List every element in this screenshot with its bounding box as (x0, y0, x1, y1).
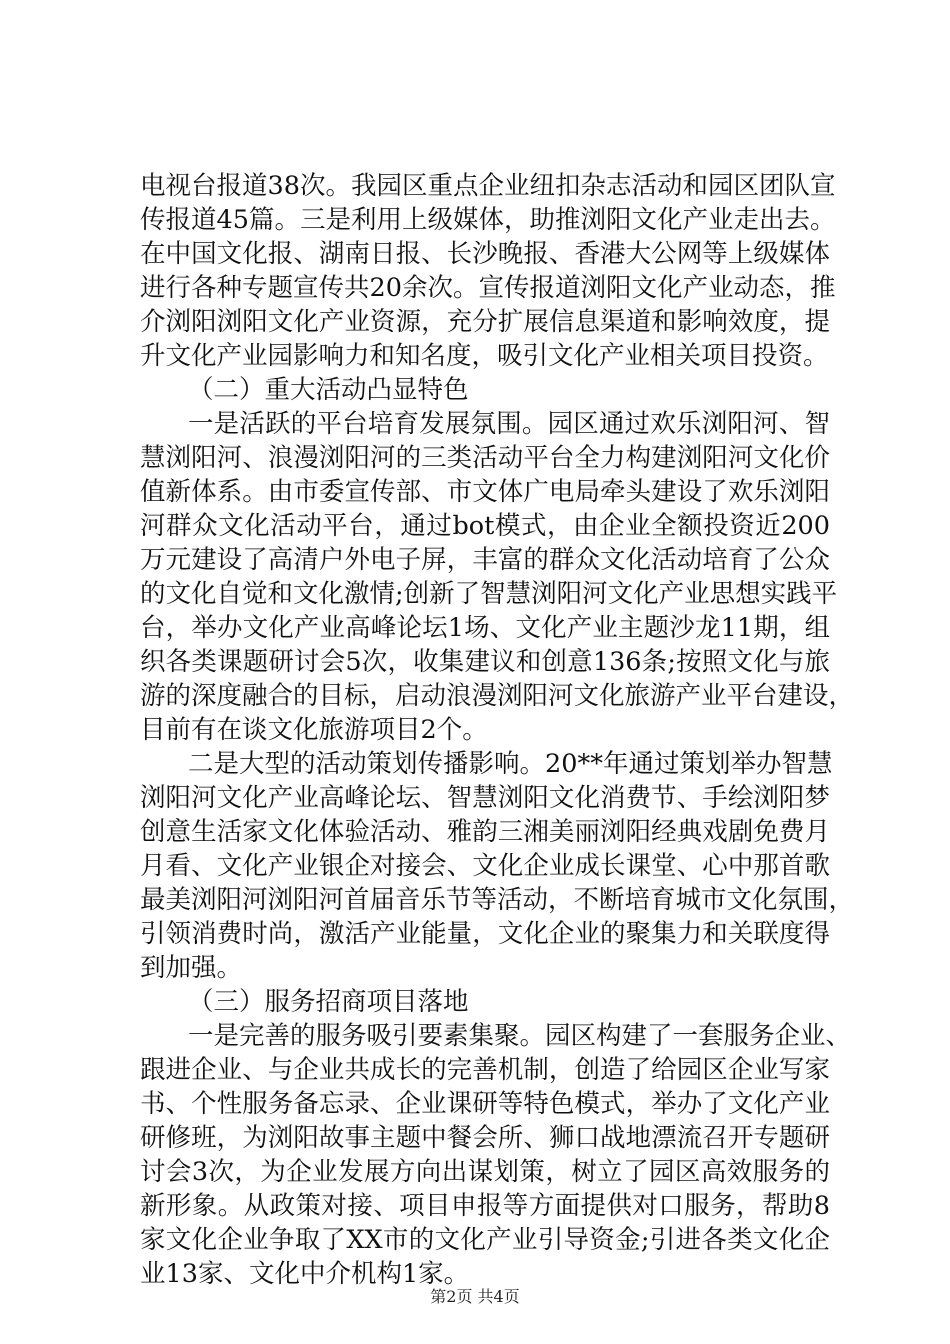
text-line: 电视台报道38次。我园区重点企业纽扣杂志活动和园区团队宣 (140, 171, 836, 201)
text-line: 升文化产业园影响力和知名度，吸引文化产业相关项目投资。 (140, 341, 829, 371)
text-line: 月看、文化产业银企对接会、文化企业成长课堂、心中那首歌 (140, 851, 830, 881)
text-line: 引领消费时尚，激活产业能量，文化企业的聚集力和关联度得 (140, 919, 830, 949)
page-indicator: 第2页 共4页 (430, 1287, 520, 1306)
text-line: 讨会3次，为企业发展方向出谋划策，树立了园区高效服务的 (140, 1157, 830, 1187)
text-line: 一是活跃的平台培育发展氛围。园区通过欢乐浏阳河、智 (188, 409, 830, 439)
text-line: 最美浏阳河浏阳河首届音乐节等活动，不断培育城市文化氛围， (140, 885, 855, 915)
body-text (140, 169, 855, 1291)
text-line: 一是完善的服务吸引要素集聚。园区构建了一套服务企业、 (188, 1021, 852, 1051)
text-line: 慧浏阳河、浪漫浏阳河的三类活动平台全力构建浏阳河文化价 (140, 443, 830, 473)
text-line: 二是大型的活动策划传播影响。20**年通过策划举办智慧 (188, 749, 833, 779)
text-line: 研修班，为浏阳故事主题中餐会所、狮口战地漂流召开专题研 (140, 1123, 830, 1153)
text-line: 到加强。 (140, 953, 243, 983)
text-line: 浏阳河文化产业高峰论坛、智慧浏阳文化消费节、手绘浏阳梦 (140, 783, 830, 813)
section-heading: （三）服务招商项目落地 (188, 987, 469, 1017)
text-line: 河群众文化活动平台，通过bot模式，由企业全额投资近200 (140, 511, 830, 541)
text-line: 在中国文化报、湖南日报、长沙晚报、香港大公网等上级媒体 (140, 239, 830, 269)
text-line: 家文化企业争取了XX市的文化产业引导资金;引进各类文化企 (140, 1225, 830, 1255)
text-line: 业13家、文化中介机构1家。 (140, 1259, 470, 1289)
text-line: 织各类课题研讨会5次，收集建议和创意136条;按照文化与旅 (140, 647, 830, 677)
text-line: 介浏阳浏阳文化产业资源，充分扩展信息渠道和影响效度，提 (140, 307, 830, 337)
text-line: 值新体系。由市委宣传部、市文体广电局牵头建设了欢乐浏阳 (140, 477, 830, 507)
text-line: 进行各种专题宣传共20余次。宣传报道浏阳文化产业动态，推 (140, 273, 836, 303)
text-line: 跟进企业、与企业共成长的完善机制，创造了给园区企业写家 (140, 1055, 830, 1085)
text-line: 新形象。从政策对接、项目申报等方面提供对口服务，帮助8 (140, 1191, 830, 1221)
text-line: 传报道45篇。三是利用上级媒体，助推浏阳文化产业走出去。 (140, 205, 836, 235)
text-line: 书、个性服务备忘录、企业课研等特色模式，举办了文化产业 (140, 1089, 830, 1119)
section-heading: （二）重大活动凸显特色 (188, 375, 469, 405)
text-line: 游的深度融合的目标，启动浪漫浏阳河文化旅游产业平台建设， (140, 681, 855, 711)
page-footer (0, 1284, 950, 1307)
text-line: 创意生活家文化体验活动、雅韵三湘美丽浏阳经典戏剧免费月 (140, 817, 830, 847)
text-line: 台，举办文化产业高峰论坛1场、文化产业主题沙龙11期，组 (140, 613, 830, 643)
text-line: 的文化自觉和文化激情;创新了智慧浏阳河文化产业思想实践平 (140, 579, 838, 609)
text-line: 目前有在谈文化旅游项目2个。 (140, 715, 488, 745)
text-line: 万元建设了高清户外电子屏，丰富的群众文化活动培育了公众 (140, 545, 830, 575)
